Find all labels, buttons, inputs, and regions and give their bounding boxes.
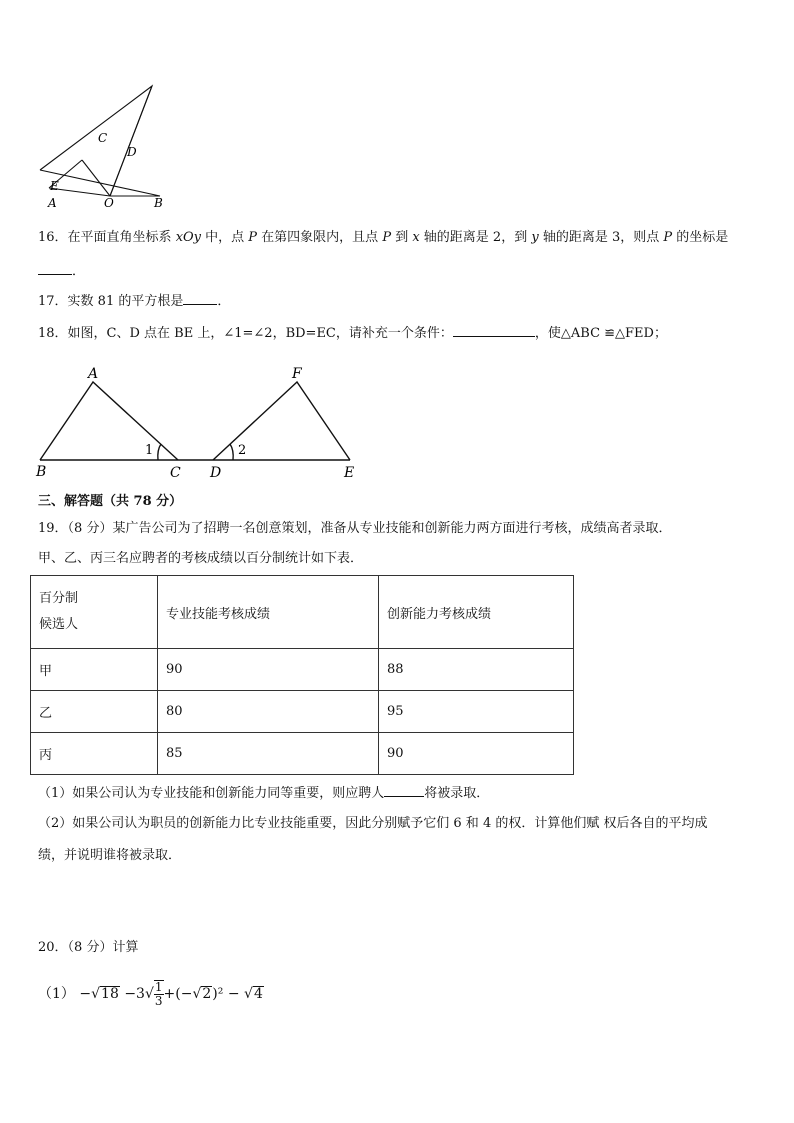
- q16-text-2: 中，点: [201, 230, 249, 245]
- label-angle-1: 1: [145, 443, 154, 458]
- question-18: [38, 322, 667, 344]
- label-f: F: [292, 366, 302, 382]
- header-bottom-label: 候选人: [39, 617, 79, 632]
- question-19-sub2-line2: 绩，并说明谁将被录取．: [38, 848, 182, 863]
- question-19-sub1: [38, 782, 489, 804]
- q19-sub1-text-a: （1）如果公司认为专业技能和创新能力同等重要，则应聘人: [38, 786, 385, 801]
- q18-answer-blank[interactable]: [453, 322, 535, 337]
- cell-name: 甲: [31, 649, 158, 691]
- formula-minus-3: −3: [124, 986, 145, 1002]
- label-b: B: [154, 196, 163, 210]
- question-17: [38, 290, 230, 312]
- cell-innovation: 95: [379, 691, 574, 733]
- q16-text-5: 轴的距离是 2，到: [419, 230, 532, 245]
- header-diagonal-cell: [31, 576, 158, 649]
- q19-sub1-text-b: 将被录取．: [424, 786, 490, 801]
- question-19-intro2: 甲、乙、丙三名应聘者的考核成绩以百分制统计如下表．: [38, 551, 364, 566]
- q16-xoy: xOy: [175, 230, 202, 245]
- angle-2-arc: [230, 444, 233, 460]
- fraction-1-over-3: [154, 980, 164, 1008]
- cell-skill: 85: [158, 733, 379, 775]
- segment-c-o: [82, 160, 110, 196]
- formula-minus: −: [79, 986, 92, 1002]
- fraction-numerator: 1: [154, 980, 163, 994]
- label-angle-2: 2: [238, 443, 247, 458]
- label-e: E: [344, 465, 355, 481]
- q17-text: 17．实数 81 的平方根是: [38, 294, 184, 309]
- sqrt-18: 18: [101, 986, 119, 1002]
- cell-innovation: 88: [379, 649, 574, 691]
- question-19-intro: 19．（8 分）某广告公司为了招聘一名创意策划，准备从专业技能和创新能力两方面进行考核，成绩高者录取．: [38, 521, 672, 536]
- cell-name: 丙: [31, 733, 158, 775]
- triangle-abc: [40, 382, 178, 460]
- section-3-title: 三、解答题（共 78 分）: [38, 494, 183, 509]
- q16-text-1: 16．在平面直角坐标系: [38, 230, 176, 245]
- cell-name: 乙: [31, 691, 158, 733]
- q17-tail: ．: [217, 294, 231, 309]
- header-top-label: 百分制: [39, 591, 79, 606]
- label-a: A: [48, 196, 57, 210]
- q16-text-4: 到: [391, 230, 413, 245]
- q16-p2: P: [382, 230, 392, 245]
- q16-x: x: [412, 230, 420, 245]
- formula-square: )²: [212, 986, 224, 1002]
- cell-skill: 90: [158, 649, 379, 691]
- q16-tail: ．: [72, 264, 86, 279]
- segment-top-o: [110, 86, 152, 196]
- header-innovation: 创新能力考核成绩: [379, 576, 574, 649]
- label-c: C: [98, 131, 108, 145]
- question-19-sub2-line1: （2）如果公司认为职员的创新能力比专业技能重要，因此分别赋予它们 6 和 4 的权．计算他们赋 权后各自的平均成: [38, 816, 708, 831]
- q18-text-2: ，使△ABC ≌△FED；: [534, 326, 667, 341]
- q17-answer-blank[interactable]: [183, 290, 217, 305]
- header-skill: 专业技能考核成绩: [158, 576, 379, 649]
- label-o: O: [104, 196, 114, 210]
- formula-minus-last: −: [223, 986, 245, 1002]
- q19-sub1-answer-blank[interactable]: [384, 782, 424, 797]
- table-row: [31, 733, 574, 775]
- question-20-formula: （1） −√18 −3√ $\frac{1}{3}$ +(−√2)² − √4: [38, 980, 263, 1008]
- label-e: E: [50, 179, 59, 193]
- q18-text-1: 18．如图，C、D 点在 BE 上，∠1=∠2，BD=EC，请补充一个条件：: [38, 326, 453, 341]
- formula-plus-open: +(−: [163, 986, 193, 1002]
- label-d: D: [210, 465, 222, 481]
- q16-p3: P: [663, 230, 673, 245]
- cell-innovation: 90: [379, 733, 574, 775]
- table-header-row: [31, 576, 574, 649]
- q16-text-3: 在第四象限内，且点: [257, 230, 383, 245]
- q16-text-7: 的坐标是: [672, 230, 729, 245]
- figure-triangle-top: [30, 80, 180, 215]
- formula-label: （1）: [38, 986, 75, 1002]
- cell-skill: 80: [158, 691, 379, 733]
- question-16-line1: [38, 228, 728, 248]
- label-d: D: [127, 145, 137, 159]
- label-a: A: [88, 366, 99, 382]
- sqrt-4: 4: [253, 986, 263, 1002]
- angle-1-arc: [158, 444, 161, 460]
- question-20-title: 20．（8 分）计算: [38, 940, 139, 955]
- table-row: [31, 649, 574, 691]
- q16-y: y: [531, 230, 539, 245]
- label-b: B: [36, 464, 47, 480]
- q16-p1: P: [248, 230, 258, 245]
- q16-answer-blank[interactable]: [38, 260, 72, 275]
- question-16-line2: [38, 260, 85, 282]
- q16-text-6: 轴的距离是 3，则点: [538, 230, 664, 245]
- sqrt-2: 2: [202, 986, 212, 1002]
- triangle-fed: [213, 382, 350, 460]
- label-c: C: [170, 465, 181, 481]
- figure-two-triangles: [30, 360, 370, 485]
- scores-table: [30, 575, 574, 775]
- table-row: [31, 691, 574, 733]
- fraction-denominator: 3: [154, 994, 163, 1008]
